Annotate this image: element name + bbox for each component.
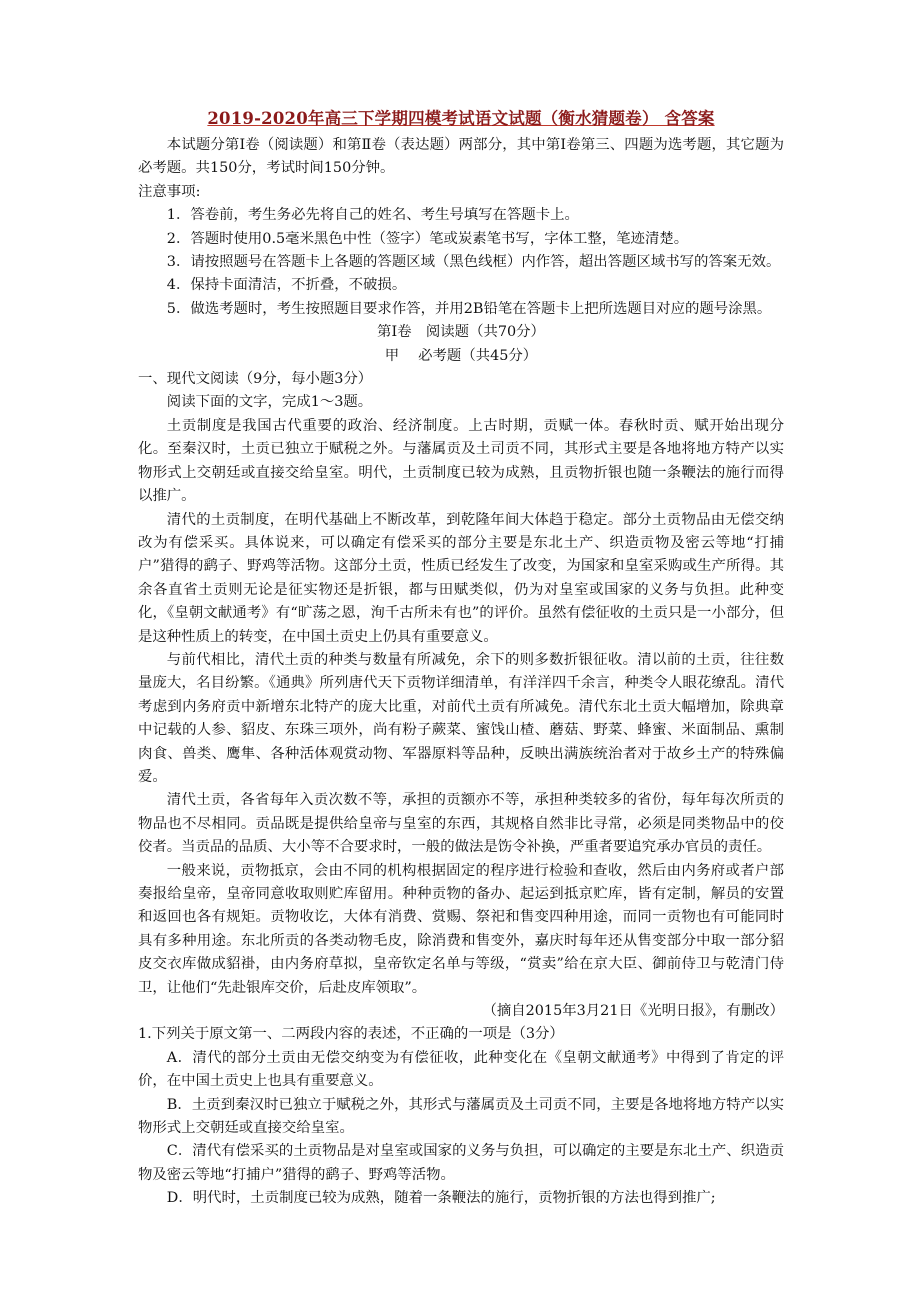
note-item: 5．做选考题时，考生按照题目要求作答，并用2B铅笔在答题卡上把所选题目对应的题号涂黑。 — [166, 300, 772, 317]
notes-heading: 注意事项: — [138, 183, 201, 200]
passage-source: （摘自2015年3月21日《光明日报》，有删改） — [482, 1003, 784, 1020]
note-item: 2．答题时使用0.5毫米黑色中性（签字）笔或炭素笔书写，字体工整，笔迹清楚。 — [166, 230, 689, 247]
document-title: 2019-2020年高三下学期四模考试语文试题（衡水猜题卷） 含答案 — [207, 109, 715, 128]
part-heading: 第Ⅰ卷 阅读题（共70分） — [377, 324, 545, 341]
question-option-d: D．明代时，土贡制度已较为成熟，随着一条鞭法的施行，贡物折银的方法也得到推广; — [166, 1190, 716, 1207]
question-stem: 1.下列关于原文第一、二两段内容的表述，不正确的一项是（3分） — [138, 1026, 564, 1043]
note-item: 3．请按照题号在答题卡上各题的答题区域（黑色线框）内作答，超出答题区域书写的答案无效。 — [166, 254, 781, 271]
passage-paragraph: 一般来说，贡物抵京，会由不同的机构根据固定的程序进行检验和查收，然后由内务府或者户部奏报给皇帝，皇帝同意收取则贮库留用。种种贡物的备办、起运到抵京贮库，皆有定制，解员的安置和返回也各有规矩。贡物收讫，大体有消费、赏赐、祭祀和售变四种用途，而同一贡物也有可能同时具有多种用途。东北所贡的各类动物毛皮，除消费和售变外，嘉庆时每年还从售变部分中取一部分貂皮交衣库做成貂褂，由内务府草拟，皇帝钦定名单与等级，“赏卖”给在京大臣、御前侍卫与乾清门侍卫，让他们“先赴银库交价，后赴皮库领取”。 — [138, 862, 784, 996]
question-option-b: B．土贡到秦汉时已独立于赋税之外，其形式与藩属贡及土司贡不同，主要是各地将地方特产以实物形式上交朝廷或直接交给皇室。 — [138, 1096, 784, 1137]
passage-paragraph: 土贡制度是我国古代重要的政治、经济制度。上古时期，贡赋一体。春秋时贡、赋开始出现分化。至秦汉时，土贡已独立于赋税之外。与藩属贡及土司贡不同，其形式主要是各地将地方特产以实物形式上交朝廷或直接交给皇室。明代，土贡制度已较为成熟，且贡物折银也随一条鞭法的施行而得以推广。 — [138, 417, 784, 505]
reading-instruction: 阅读下面的文字，完成1～3题。 — [166, 394, 373, 411]
sub-heading: 甲 必考题（共45分） — [384, 347, 538, 364]
note-item: 4．保持卡面清洁，不折叠，不破损。 — [166, 277, 407, 294]
passage-paragraph: 与前代相比，清代土贡的种类与数量有所减免，余下的则多数折银征收。清以前的土贡，往往数量庞大，名目纷繁。《通典》所列唐代天下贡物详细清单，有洋洋四千余言，种类令人眼花缭乱。清代考虑到内务府贡中新增东北特产的庞大比重，对前代土贡有所减免。清代东北土贡大幅增加，除典章中记载的人参、貂皮、东珠三项外，尚有粉子蕨菜、蜜饯山楂、蘑菇、野菜、蜂蜜、米面制品、熏制肉食、兽类、鹰隼、各种活体观赏动物、军器原料等品种，反映出满族统治者对于故乡土产的特殊偏爱。 — [138, 651, 784, 785]
passage-paragraph: 清代土贡，各省每年入贡次数不等，承担的贡额亦不等，承担种类较多的省份，每年每次所贡的物品也不尽相同。贡品既是提供给皇帝与皇室的东西，其规格自然非比寻常，必须是同类物品中的佼佼者。当贡品的品质、大小等不合要求时，一般的做法是饬令补换，严重者要追究承办官员的责任。 — [138, 792, 784, 856]
section-heading: 一、现代文阅读（9分，每小题3分） — [138, 371, 373, 388]
note-item: 1．答卷前，考生务必先将自己的姓名、考生号填写在答题卡上。 — [166, 207, 579, 224]
question-option-a: A．清代的部分土贡由无偿交纳变为有偿征收，此种变化在《皇朝文献通考》中得到了肯定的评价，在中国土贡史上也具有重要意义。 — [138, 1049, 784, 1090]
passage-paragraph: 清代的土贡制度，在明代基础上不断改革，到乾隆年间大体趋于稳定。部分土贡物品由无偿交纳改为有偿采买。具体说来，可以确定有偿采买的部分主要是东北土产、织造贡物及密云等地“打捕户”猎得的鹞子、野鸡等活物。这部分土贡，性质已经发生了改变，为国家和皇室采购或生产所得。其余各直省土贡则无论是征实物还是折银，都与田赋类似，仍为对皇室或国家的义务与负担。此种变化，《皇朝文献通考》有“旷荡之恩，洵千古所未有也”的评价。虽然有偿征收的土贡只是一小部分，但是这种性质上的转变，在中国土贡史上仍具有重要意义。 — [138, 511, 784, 645]
intro-text: 本试题分第Ⅰ卷（阅读题）和第Ⅱ卷（表达题）两部分，其中第Ⅰ卷第三、四题为选考题，其它题为必考题。共150分，考试时间150分钟。 — [138, 137, 784, 177]
question-option-c: C．清代有偿采买的土贡物品是对皇室或国家的义务与负担，可以确定的主要是东北土产、织造贡物及密云等地“打捕户”猎得的鹞子、野鸡等活物。 — [138, 1143, 784, 1183]
